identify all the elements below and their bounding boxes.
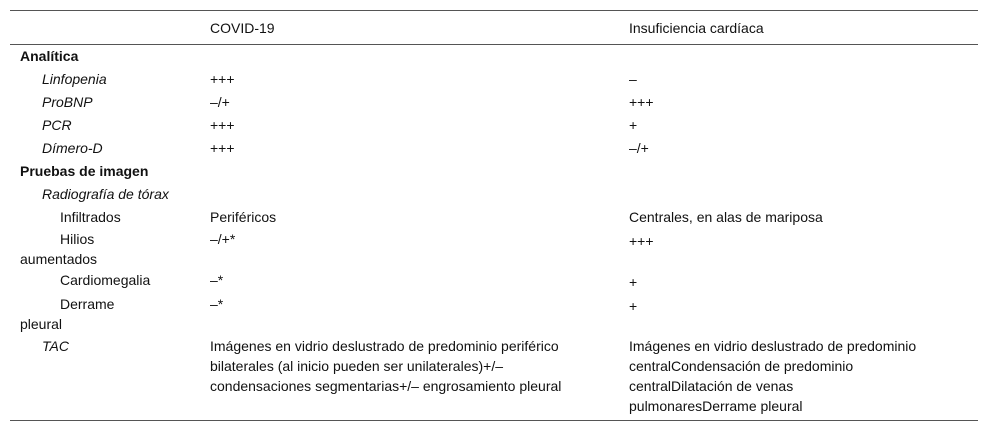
ic-value: +: [629, 117, 638, 133]
covid-value: –/+*: [210, 231, 236, 247]
ic-value: +++: [629, 94, 654, 110]
covid-value: +++: [210, 71, 235, 87]
covid-value: –*: [210, 296, 224, 312]
ic-value: +: [629, 274, 638, 290]
header-covid: COVID-19: [210, 19, 275, 36]
section-title: Pruebas de imagen: [20, 163, 149, 179]
table-row: [10, 269, 978, 294]
covid-value: –*: [210, 272, 224, 288]
subsection-title: Radiografía de tórax: [42, 186, 169, 202]
section-title: Analítica: [20, 48, 79, 64]
table-row: [10, 137, 978, 160]
header-empty: [10, 11, 200, 45]
ic-value: +: [629, 298, 638, 314]
covid-value: +++: [210, 117, 235, 133]
row-label: TAC: [42, 338, 69, 354]
row-label: Infiltrados: [60, 209, 121, 225]
table-row: [10, 68, 978, 91]
row-label: Linfopenia: [42, 71, 107, 87]
section-row-imagen: [10, 160, 978, 183]
row-label: Dímero-D: [42, 140, 103, 156]
table-row: [10, 114, 978, 137]
table-row: [10, 334, 978, 421]
table-row: [10, 294, 978, 334]
covid-value: Imágenes en vidrio deslustrado de predominio periférico bilaterales (al inicio pueden ser unilaterales)+/– condensaciones segmentarias+/– engrosamiento pleural: [210, 338, 562, 394]
table-header-row: [10, 11, 978, 45]
header-insuficiencia: Insuficiencia cardíaca: [629, 19, 764, 36]
ic-value: Imágenes en vidrio deslustrado de predominio centralCondensación de predominio centralDilatación de venas pulmonaresDerrame pleural: [629, 338, 917, 414]
section-row-analitica: [10, 45, 978, 69]
row-label: PCR: [42, 117, 72, 133]
covid-value: Periféricos: [210, 209, 277, 225]
ic-value: Centrales, en alas de mariposa: [629, 209, 823, 225]
ic-value: –: [629, 71, 637, 87]
table-row: [10, 206, 978, 229]
comparison-table: [10, 10, 978, 421]
ic-value: +++: [629, 233, 654, 249]
row-label: Cardiomegalia: [60, 272, 151, 288]
table-row: [10, 229, 978, 269]
row-label: Derrame pleural: [20, 296, 115, 332]
row-label: Hilios aumentados: [20, 231, 98, 267]
ic-value: –/+: [629, 140, 649, 156]
covid-value: –/+: [210, 94, 230, 110]
covid-value: +++: [210, 140, 235, 156]
table-row: [10, 91, 978, 114]
row-label: ProBNP: [42, 94, 93, 110]
subsection-row: [10, 183, 978, 206]
